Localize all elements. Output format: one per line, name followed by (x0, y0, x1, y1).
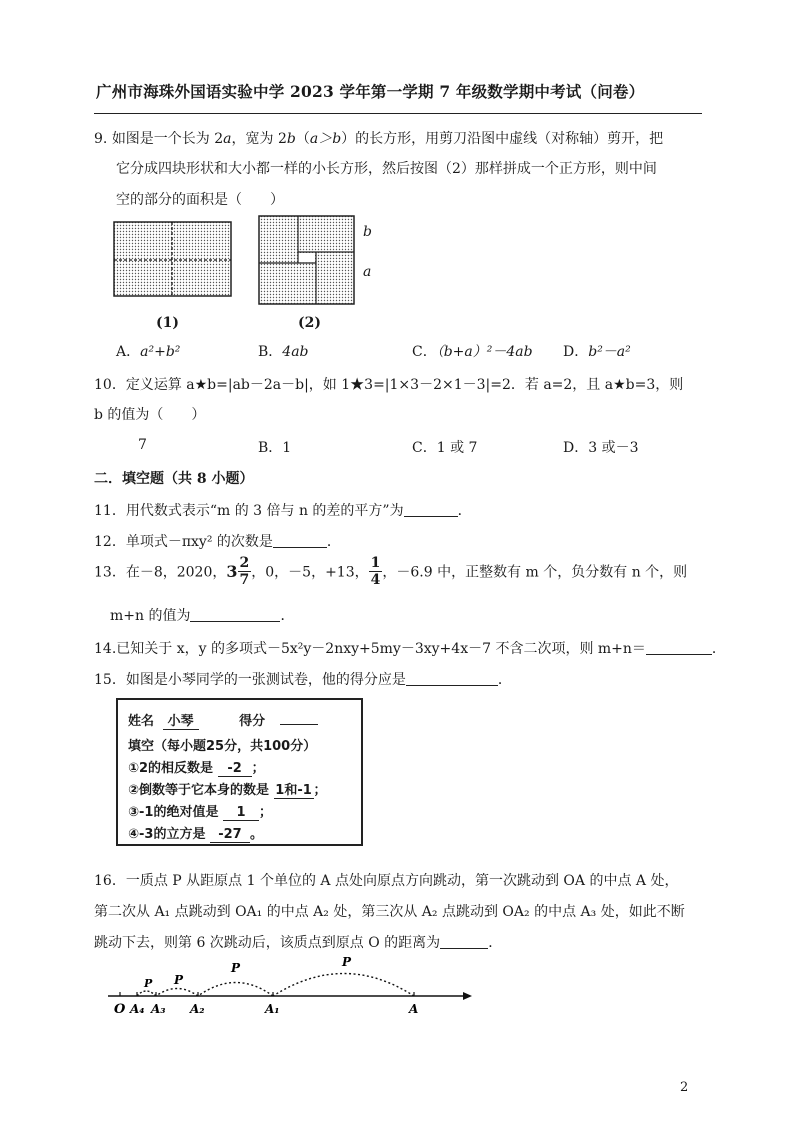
q10-option-b-label: B． (258, 440, 283, 456)
q16-number-line (100, 955, 480, 1017)
q9-option-b-label: B． (258, 344, 283, 360)
q14-answer-blank[interactable] (646, 640, 712, 655)
q9-option-d (563, 341, 631, 361)
q13-answer-blank[interactable] (190, 607, 280, 622)
q11: 11．用代数式表示“m 的 3 倍与 n 的差的平方”为 ． (94, 503, 472, 519)
q15-text: 15．如图是小琴同学的一张测试卷，他的得分应是 (94, 672, 406, 688)
point-a1-label: A₁ (265, 1002, 280, 1016)
q12-answer-blank[interactable] (273, 533, 327, 548)
q9-var-b: b (286, 131, 296, 147)
test-card-item-2 (128, 779, 327, 799)
q13-line2-text: m+n 的值为 (110, 608, 191, 624)
q10-line2: b 的值为（ ） (94, 407, 206, 423)
test-paper-card (116, 698, 363, 846)
q13-pre: 13．在－8，2020， (94, 564, 227, 581)
jump-arc-3 (156, 989, 198, 997)
test-card-item-3-answer: 1 (223, 805, 259, 821)
test-card-item-4-answer: -27 (210, 827, 250, 843)
q9-var-a: a (223, 131, 232, 147)
q9-figure-1 (110, 218, 235, 300)
test-card-name-value: 小琴 (163, 710, 199, 730)
q16-line1: 16．一质点 P 从距原点 1 个单位的 A 点处向原点方向跳动，第一次跳动到 OA 的中点 A 处， (94, 873, 679, 889)
test-card-item-2-answer: 1和-1 (274, 779, 314, 799)
q9-option-a-label: A． (116, 344, 141, 360)
test-card-item-1 (128, 757, 265, 777)
q16-line3: 跳动下去，则第 6 次跳动后，该质点到原点 O 的距离为 ． (94, 935, 503, 951)
q15: 15．如图是小琴同学的一张测试卷，他的得分应是 ． (94, 672, 512, 688)
q9-condition: a＞b (309, 131, 342, 147)
jump-arc-2 (198, 983, 273, 997)
q13-mixed-whole: 3 (226, 562, 238, 581)
q10-option-a: 7 (138, 437, 147, 453)
q12-text: 12．单项式－πxy² 的次数是 (94, 534, 273, 550)
point-o-label: O (114, 1002, 126, 1017)
number-line-arrow (463, 992, 472, 1000)
point-a4-label: A₄ (130, 1002, 145, 1016)
point-a3-label: A₃ (151, 1002, 166, 1016)
q9-number: 9. (94, 131, 108, 147)
q13-denominator: 4 (370, 572, 381, 588)
q12: 12．单项式－πxy² 的次数是 ． (94, 534, 341, 550)
q13-fraction (369, 556, 383, 587)
q9-option-c-value: （b+a）²－4ab (436, 344, 533, 360)
q9-option-c-label: C． (412, 344, 437, 360)
q16-line3-text: 跳动下去，则第 6 次跳动后，该质点到原点 O 的距离为 (94, 935, 441, 951)
q10-option-c-value: 1 或 7 (436, 440, 478, 456)
test-card-item-4-end: 。 (249, 827, 263, 842)
q9-text-b: ，宽为 2 (231, 131, 287, 147)
q10-option-d (563, 437, 639, 457)
fig2-label: (2) (298, 315, 321, 331)
q9-option-b-value: 4ab (282, 344, 309, 360)
fig1-label: (1) (156, 315, 179, 331)
point-p-label-4: P (144, 977, 153, 990)
q9-text-c: （ (295, 131, 310, 147)
page-number: 2 (680, 1080, 689, 1095)
q10-option-c (412, 437, 477, 457)
point-p-label-2: P (231, 961, 241, 975)
q10-option-c-label: C． (412, 440, 437, 456)
q13-mixed-numerator: 2 (239, 555, 250, 571)
q9-option-d-value: b²－a² (588, 344, 631, 360)
jump-arc-1 (273, 974, 414, 997)
q13-line1 (94, 556, 687, 596)
q9-option-d-label: D． (563, 344, 589, 360)
q15-answer-blank[interactable] (406, 671, 498, 686)
q9-figure-2 (254, 212, 360, 308)
q16-answer-blank[interactable] (440, 934, 488, 949)
q9-text-a: 如图是一个长为 2 (111, 131, 224, 147)
q10-option-d-value: 3 或－3 (588, 440, 639, 456)
q13-mixed-fraction (238, 556, 252, 587)
q11-text: 11．用代数式表示“m 的 3 倍与 n 的差的平方”为 (94, 503, 404, 519)
q14: 14.已知关于 x，y 的多项式－5x²y－2nxy+5my－3xy+4x－7 不含二次项，则 m+n＝ ． (94, 641, 726, 657)
test-card-score-label: 得分 (239, 714, 266, 729)
point-a2-label: A₂ (190, 1002, 205, 1016)
fig2-label-b: b (363, 224, 372, 240)
test-card-item-4-text: ④-3的立方是 (128, 827, 206, 842)
test-card-item-2-sep: ； (313, 783, 327, 798)
test-card-item-1-text: ①2的相反数是 (128, 761, 214, 776)
test-card-item-3-sep: ； (258, 805, 272, 820)
q9-text-d: ）的长方形，用剪刀沿图中虚线（对称轴）剪开，把 (341, 131, 664, 147)
q9-option-c (412, 341, 533, 361)
test-card-header-row (128, 710, 318, 730)
q10-option-d-label: D． (563, 440, 589, 456)
test-card-name-label: 姓名 (128, 714, 155, 729)
test-card-item-1-answer: -2 (218, 761, 252, 777)
q16-line2: 第二次从 A₁ 点跳动到 OA₁ 的中点 A₂ 处，第三次从 A₂ 点跳动到 OA₂ 的中点 A₃ 处，如此不断 (94, 904, 685, 920)
point-p-label-3: P (174, 973, 184, 987)
test-card-item-1-sep: ； (251, 761, 265, 776)
header-rule (94, 113, 702, 114)
q9-option-b (258, 341, 309, 361)
q13-line2: m+n 的值为 ． (110, 608, 295, 624)
q10-option-b (258, 437, 291, 457)
test-card-item-3 (128, 801, 272, 821)
point-a-label: A (409, 1002, 419, 1016)
test-card-item-3-text: ③-1的绝对值是 (128, 805, 219, 820)
q9-option-a (116, 341, 180, 361)
test-card-item-4 (128, 823, 263, 843)
test-card-item-2-text: ②倒数等于它本身的数是 (128, 783, 270, 798)
q13-post: ，－6.9 中，正整数有 m 个，负分数有 n 个，则 (382, 564, 688, 581)
q13-numerator: 1 (370, 555, 381, 571)
point-p-label-1: P (342, 955, 352, 969)
q14-text: 14.已知关于 x，y 的多项式－5x²y－2nxy+5my－3xy+4x－7 不含二次项，则 m+n＝ (94, 641, 646, 657)
section-title-fill-in: 二．填空题（共 8 小题） (94, 471, 254, 487)
q9-line3: 空的部分的面积是（ ） (116, 192, 284, 208)
q9-option-a-value: a²+b² (140, 344, 181, 360)
test-card-score-blank (280, 724, 318, 725)
exam-header: 广州市海珠外国语实验中学 2023 学年第一学期 7 年级数学期中考试（问卷） (96, 82, 645, 101)
fig2-center-hole (299, 253, 315, 262)
q9-line2: 它分成四块形状和大小都一样的小长方形，然后按图（2）那样拼成一个正方形，则中间 (116, 161, 657, 177)
q9-line1 (94, 128, 663, 148)
fig2-label-a: a (363, 264, 372, 280)
test-card-instructions: 填空（每小题25分，共100分） (128, 739, 317, 754)
q13-mid: ，0，－5，+13， (251, 564, 369, 581)
q11-answer-blank[interactable] (404, 502, 458, 517)
q13-mixed-denominator: 7 (239, 572, 250, 588)
q10-line1: 10．定义运算 a★b=|ab－2a－b|，如 1★3=|1×3－2×1－3|=2．若 a=2，且 a★b=3，则 (94, 377, 684, 393)
q10-option-b-value: 1 (282, 440, 292, 456)
